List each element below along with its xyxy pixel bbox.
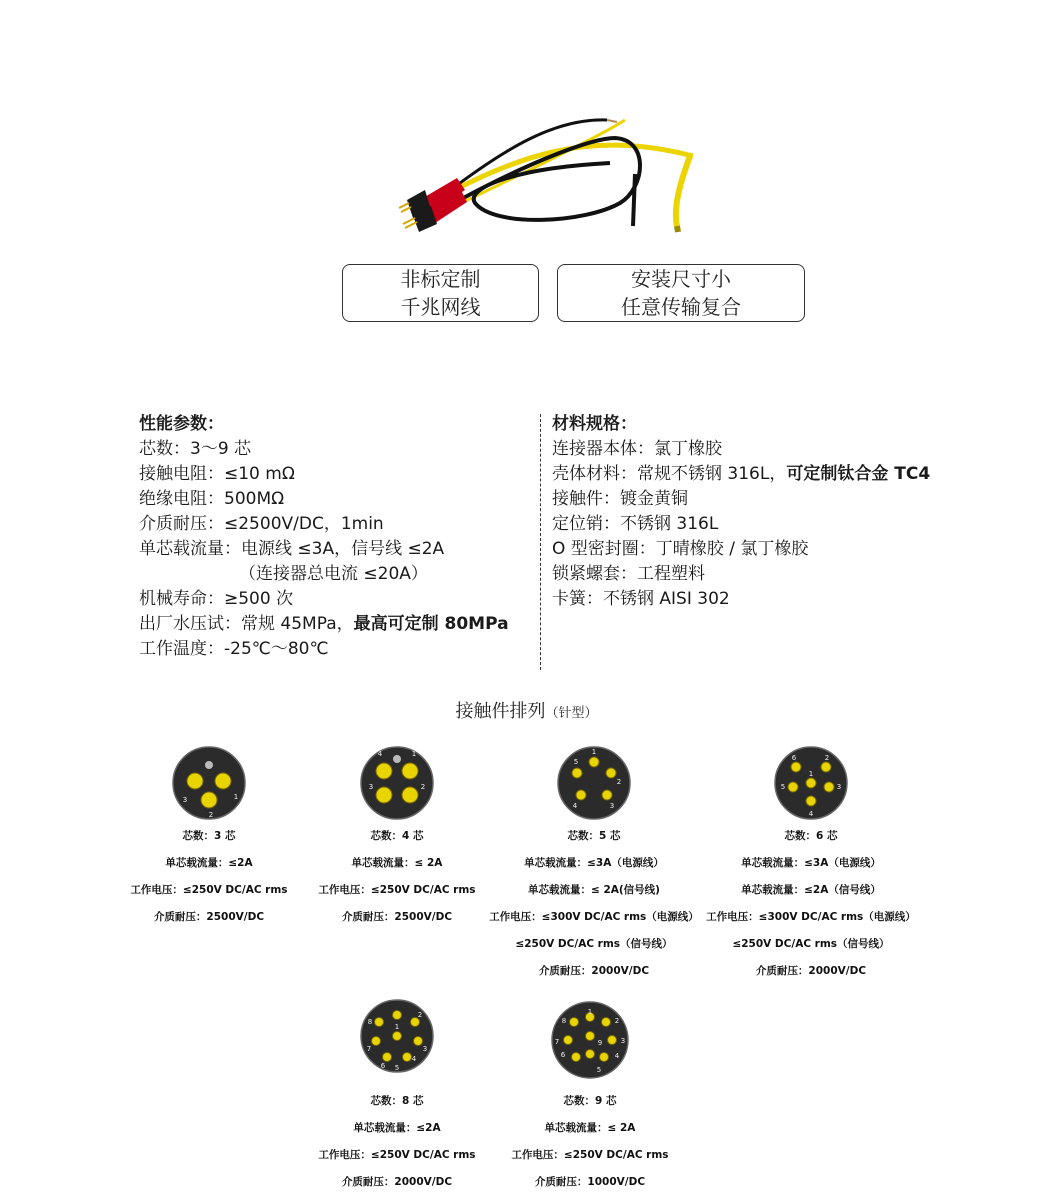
feature-line: 任意传输复合 bbox=[621, 295, 741, 319]
connector-specs-6 bbox=[470, 1088, 710, 1196]
connector-spec-line: 介质耐压：2000V/DC bbox=[755, 965, 867, 977]
pin-number: 6 bbox=[560, 1051, 566, 1059]
connector-face-2 bbox=[356, 742, 438, 824]
contact-pin bbox=[806, 778, 816, 788]
pin-number: 3 bbox=[609, 802, 615, 810]
contact-pin bbox=[383, 1053, 392, 1062]
contact-pin bbox=[586, 1032, 595, 1041]
pin-number: 1 bbox=[233, 793, 239, 801]
pin-number: 4 bbox=[572, 802, 578, 810]
connector-face-5 bbox=[356, 995, 438, 1077]
pin-number: 1 bbox=[394, 1023, 400, 1031]
connector-spec-line: 工作电压：≤250V DC/AC rms bbox=[318, 1149, 476, 1161]
spec-dielectric: 介质耐压：≤2500V/DC，1min bbox=[139, 514, 384, 534]
pin-number: 3 bbox=[620, 1037, 626, 1045]
pin-number: 1 bbox=[587, 1008, 593, 1016]
feature-box-compact bbox=[557, 264, 805, 322]
pin-number: 5 bbox=[573, 758, 579, 766]
connector-spec-line: 介质耐压：2500V/DC bbox=[341, 911, 453, 923]
feature-line: 安装尺寸小 bbox=[631, 267, 731, 291]
pin-number: 4 bbox=[411, 1055, 417, 1063]
performance-specs bbox=[139, 412, 509, 662]
pin-number: 6 bbox=[791, 754, 797, 762]
connector-spec-line: 工作电压：≤250V DC/AC rms bbox=[130, 884, 288, 896]
contact-pin bbox=[586, 1050, 595, 1059]
connector-spec-line: 单芯载流量：≤2A（信号线） bbox=[741, 884, 881, 896]
connector-face-3 bbox=[553, 742, 635, 824]
contact-pin bbox=[572, 768, 582, 778]
connector-face-6 bbox=[547, 997, 633, 1083]
key-marker bbox=[205, 761, 213, 769]
connector-spec-line: 单芯载流量：≤ 2A(信号线) bbox=[528, 884, 660, 896]
material-shell-normal: 壳体材料：常规不锈钢 316L， bbox=[552, 464, 787, 484]
contact-pin bbox=[589, 757, 599, 767]
connector-specs-4 bbox=[691, 823, 931, 985]
pin-number: 1 bbox=[808, 770, 814, 778]
section-title-main: 接触件排列 bbox=[455, 701, 546, 722]
connector-spec-line: 芯数：5 芯 bbox=[567, 830, 621, 842]
contact-pin bbox=[402, 787, 418, 803]
spec-temperature: 工作温度：-25℃～80℃ bbox=[139, 639, 329, 659]
contact-pin bbox=[402, 763, 418, 779]
material-body: 连接器本体：氯丁橡胶 bbox=[552, 439, 722, 459]
contact-pin bbox=[414, 1037, 423, 1046]
pin-number: 2 bbox=[420, 783, 426, 791]
pin-number: 2 bbox=[824, 754, 830, 762]
spec-pressure-normal: 出厂水压试：常规 45MPa， bbox=[139, 614, 354, 634]
spec-life: 机械寿命：≥500 次 bbox=[139, 589, 294, 609]
connector-spec-line: 介质耐压：2000V/DC bbox=[538, 965, 650, 977]
contact-pin bbox=[600, 1053, 609, 1062]
connector-spec-line: 单芯载流量：≤ 2A bbox=[544, 1122, 636, 1134]
connector-spec-line: 介质耐压：1000V/DC bbox=[534, 1176, 646, 1188]
spec-pressure bbox=[139, 612, 509, 637]
connector-spec-line: 介质耐压：2500V/DC bbox=[153, 911, 265, 923]
pin-number: 8 bbox=[367, 1018, 373, 1026]
contact-pin bbox=[372, 1037, 381, 1046]
pin-number: 3 bbox=[368, 783, 374, 791]
contact-pin bbox=[806, 796, 816, 806]
pin-number: 7 bbox=[366, 1045, 372, 1053]
spec-cores: 芯数：3～9 芯 bbox=[139, 439, 252, 459]
key-marker bbox=[393, 755, 401, 763]
connector-spec-line: 芯数：4 芯 bbox=[370, 830, 424, 842]
connector-spec-line: 工作电压：≤250V DC/AC rms bbox=[511, 1149, 669, 1161]
spec-current: 单芯载流量：电源线 ≤3A，信号线 ≤2A bbox=[139, 539, 445, 559]
contact-pin bbox=[376, 787, 392, 803]
feature-box-custom bbox=[342, 264, 539, 322]
pin-number: 4 bbox=[614, 1052, 620, 1060]
pin-number: 2 bbox=[417, 1011, 423, 1019]
contact-pin bbox=[576, 790, 586, 800]
contact-pin bbox=[393, 1011, 402, 1020]
pin-number: 3 bbox=[836, 783, 842, 791]
section-title-sub: （针型） bbox=[545, 706, 598, 721]
pin-number: 5 bbox=[394, 1064, 400, 1072]
pin-number: 5 bbox=[780, 783, 786, 791]
contact-pin bbox=[608, 1036, 617, 1045]
contact-pin bbox=[791, 762, 801, 772]
connector-spec-line: 芯数：6 芯 bbox=[784, 830, 838, 842]
connector-spec-line: 单芯载流量：≤3A（电源线） bbox=[741, 857, 881, 869]
contact-pin bbox=[564, 1036, 573, 1045]
contact-pin bbox=[403, 1053, 412, 1062]
feature-line: 非标定制 bbox=[400, 267, 481, 291]
pin-number: 3 bbox=[422, 1045, 428, 1053]
material-pin: 定位销：不锈钢 316L bbox=[552, 514, 719, 534]
connector-spec-line: 工作电压：≤300V DC/AC rms（电源线） bbox=[706, 911, 916, 923]
connector-spec-line: ≤250V DC/AC rms（信号线） bbox=[732, 938, 890, 950]
spec-pressure-max: 最高可定制 80MPa bbox=[353, 614, 509, 634]
connector-spec-line: 芯数：9 芯 bbox=[563, 1095, 617, 1107]
connector-spec-line: 芯数：8 芯 bbox=[370, 1095, 424, 1107]
material-nut: 锁紧螺套：工程塑料 bbox=[552, 564, 705, 584]
pin-number: 6 bbox=[380, 1062, 386, 1070]
contact-pin bbox=[375, 1018, 384, 1027]
pin-number: 2 bbox=[616, 778, 622, 786]
connector-face-4 bbox=[770, 742, 852, 824]
contact-pin bbox=[187, 773, 203, 789]
pin-number: 9 bbox=[597, 1039, 603, 1047]
contact-pin bbox=[215, 773, 231, 789]
contact-pin bbox=[824, 782, 834, 792]
contact-pin bbox=[606, 768, 616, 778]
contact-pin bbox=[572, 1053, 581, 1062]
contact-pin bbox=[788, 782, 798, 792]
column-divider bbox=[540, 414, 541, 670]
spec-contact-resistance: 接触电阻：≤10 mΩ bbox=[139, 464, 295, 484]
connector-spec-line: 工作电压：≤250V DC/AC rms bbox=[318, 884, 476, 896]
connector-spec-line: 单芯载流量：≤ 2A bbox=[351, 857, 443, 869]
pin-number: 2 bbox=[614, 1017, 620, 1025]
contact-pin bbox=[602, 790, 612, 800]
pin-number: 8 bbox=[561, 1017, 567, 1025]
pin-number: 5 bbox=[596, 1066, 602, 1074]
connector-spec-line: ≤250V DC/AC rms（信号线） bbox=[515, 938, 673, 950]
contact-pin bbox=[821, 762, 831, 772]
connector-spec-line: 单芯载流量：≤3A（电源线） bbox=[524, 857, 664, 869]
section-title bbox=[0, 697, 1053, 723]
pin-number: 2 bbox=[208, 811, 214, 819]
connector-spec-line: 单芯载流量：≤2A bbox=[353, 1122, 441, 1134]
contact-pin bbox=[201, 792, 217, 808]
material-shell-custom: 可定制钛合金 TC4 bbox=[786, 464, 931, 484]
material-oring: O 型密封圈：丁晴橡胶 / 氯丁橡胶 bbox=[552, 539, 809, 559]
connector-spec-line: 芯数：3 芯 bbox=[182, 830, 236, 842]
contact-pin bbox=[393, 1032, 402, 1041]
pin-number: 1 bbox=[591, 748, 597, 756]
product-cable-image bbox=[395, 108, 695, 248]
contact-pin bbox=[376, 763, 392, 779]
material-contact: 接触件：镀金黄铜 bbox=[552, 489, 688, 509]
pin-number: 1 bbox=[411, 750, 417, 758]
connector-spec-line: 介质耐压：2000V/DC bbox=[341, 1176, 453, 1188]
spec-insulation-resistance: 绝缘电阻：500MΩ bbox=[139, 489, 285, 509]
contact-pin bbox=[602, 1018, 611, 1027]
pin-number: 4 bbox=[808, 810, 814, 818]
material-specs bbox=[552, 412, 930, 612]
connector-spec-line: 工作电压：≤300V DC/AC rms（电源线） bbox=[489, 911, 699, 923]
material-heading: 材料规格： bbox=[552, 414, 637, 434]
feature-line: 千兆网线 bbox=[400, 295, 481, 319]
contact-pin bbox=[570, 1018, 579, 1027]
pin-number: 7 bbox=[554, 1038, 560, 1046]
connector-spec-line: 单芯载流量：≤2A bbox=[165, 857, 253, 869]
connector-face-1 bbox=[168, 742, 250, 824]
pin-number: 4 bbox=[377, 750, 383, 758]
pin-number: 3 bbox=[182, 796, 188, 804]
performance-heading: 性能参数： bbox=[139, 414, 224, 434]
material-shell bbox=[552, 462, 930, 487]
connector-specs-3 bbox=[474, 823, 714, 985]
material-clip: 卡簧：不锈钢 AISI 302 bbox=[552, 589, 730, 609]
spec-current-total: （连接器总电流 ≤20A） bbox=[239, 564, 428, 584]
